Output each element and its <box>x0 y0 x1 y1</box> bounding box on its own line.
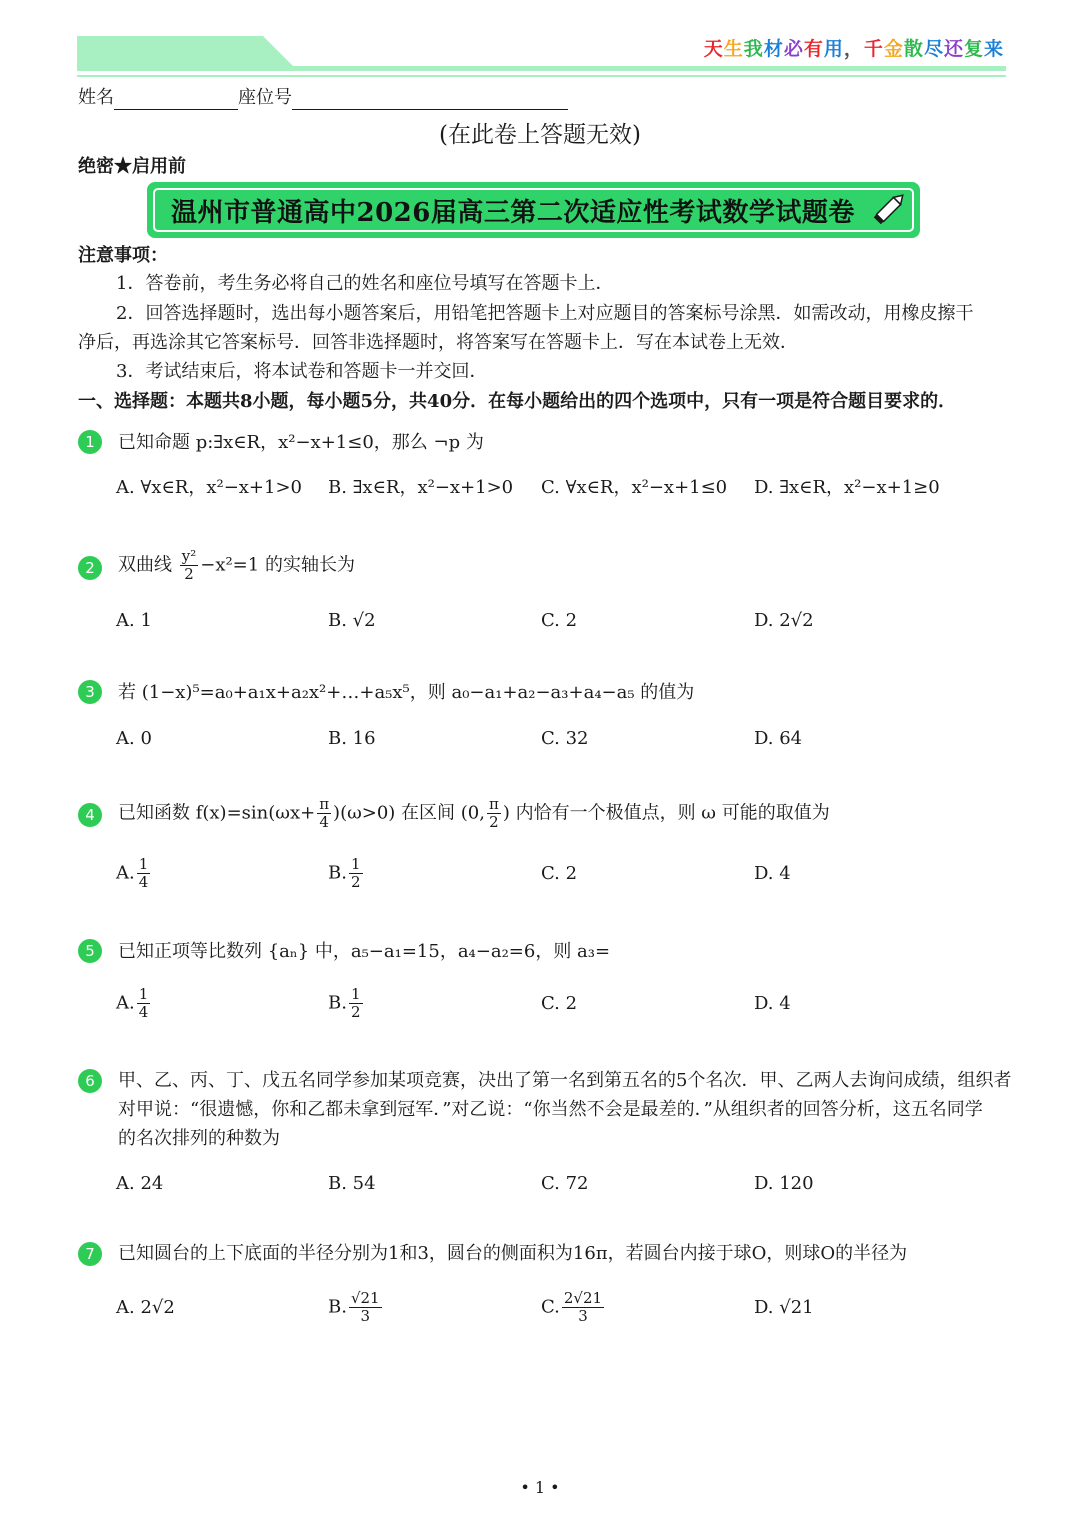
fraction: $\frac{\text{y²}}{2}$ <box>181 547 197 583</box>
exam-title: 温州市普通高中2026届高三第二次适应性考试数学试题卷 <box>171 198 855 228</box>
motto-char: 用 <box>823 38 844 60</box>
header-tab-decoration <box>77 36 297 70</box>
motto-char: 千 <box>863 38 884 60</box>
invalid-note: (在此卷上答题无效) <box>439 122 641 148</box>
question-4-text: 已知函数 f(x)=sin(ωx+ $\frac{\pi}{4}$ )(ω>0) 在区间 (0, $\frac{\pi}{2}$ ) 内恰有一个极值点，则 ω 可能的取值为 <box>118 795 830 831</box>
q5-option-c: C. 2 <box>541 993 578 1014</box>
motto-char: 天 <box>703 38 724 60</box>
page-number: • 1 • <box>520 1478 560 1497</box>
header-motto <box>704 34 1004 61</box>
candidate-info <box>78 86 568 110</box>
q6-option-a: A. 24 <box>116 1173 164 1194</box>
motto-char: 还 <box>943 38 964 60</box>
header-rule-thin <box>77 75 1006 77</box>
pencil-icon <box>870 188 910 228</box>
q4-option-a: A. $\frac{1}{4}$ <box>116 855 149 891</box>
motto-char: 散 <box>903 38 924 60</box>
q7-option-d: D. √21 <box>754 1297 814 1318</box>
q5-option-b: B. $\frac{1}{2}$ <box>328 985 361 1021</box>
q6-option-d: D. 120 <box>754 1173 814 1194</box>
name-label: 姓名 <box>78 87 114 108</box>
q4-option-d: D. 4 <box>754 863 791 884</box>
question-7-text: 已知圆台的上下底面的半径分别为1和3，圆台的侧面积为16π，若圆台内接于球O，则球O的半径为 <box>118 1243 908 1264</box>
motto-char: 材 <box>763 38 784 60</box>
motto-char: 生 <box>723 38 744 60</box>
note-item-3: 3．考试结束后，将本试卷和答题卡一并交回． <box>116 361 488 382</box>
q3-option-a: A. 0 <box>116 728 152 749</box>
q1-option-b: B. ∃x∈R，x²−x+1>0 <box>328 477 514 498</box>
question-number-7: 7 <box>78 1242 102 1266</box>
motto-char: 尽 <box>923 38 944 60</box>
seat-label: 座位号 <box>238 87 292 108</box>
question-number-4: 4 <box>78 803 102 827</box>
question-number-1: 1 <box>78 430 102 454</box>
header-rule <box>77 66 1006 71</box>
q4-option-c: C. 2 <box>541 863 578 884</box>
q3-option-c: C. 32 <box>541 728 589 749</box>
q1-option-d: D. ∃x∈R，x²−x+1≥0 <box>754 477 940 498</box>
question-number-2: 2 <box>78 556 102 580</box>
question-number-6: 6 <box>78 1069 102 1093</box>
q3-option-b: B. 16 <box>328 728 376 749</box>
question-number-3: 3 <box>78 680 102 704</box>
q5-option-a: A. $\frac{1}{4}$ <box>116 985 149 1021</box>
section-1-heading: 一、选择题：本题共8小题，每小题5分，共40分．在每小题给出的四个选项中，只有一项是符合题目要求的． <box>78 391 957 412</box>
q1-option-c: C. ∀x∈R，x²−x+1≤0 <box>541 477 728 498</box>
motto-char: 必 <box>783 38 804 60</box>
question-6-line-2: 对甲说：“很遗憾，你和乙都未拿到冠军．”对乙说：“你当然不会是最差的．”从组织者的回答分析，这五名同学 <box>118 1099 983 1120</box>
exam-title-banner <box>147 182 920 238</box>
q2-option-b: B. √2 <box>328 610 376 631</box>
q1-option-a: A. ∀x∈R，x²−x+1>0 <box>116 477 303 498</box>
q7-option-c: C. $\frac{2√21}{3}$ <box>541 1289 603 1325</box>
secret-mark: 绝密★启用前 <box>78 156 186 177</box>
q2-option-d: D. 2√2 <box>754 610 814 631</box>
q2-option-a: A. 1 <box>116 610 152 631</box>
note-item-1: 1．答卷前，考生务必将自己的姓名和座位号填写在答题卡上． <box>116 273 614 294</box>
q6-option-c: C. 72 <box>541 1173 589 1194</box>
q3-option-d: D. 64 <box>754 728 803 749</box>
q7-option-a: A. 2√2 <box>116 1297 175 1318</box>
q7-option-b: B. $\frac{√21}{3}$ <box>328 1289 380 1325</box>
motto-char: ， <box>843 38 864 60</box>
q6-option-b: B. 54 <box>328 1173 376 1194</box>
motto-char: 复 <box>963 38 984 60</box>
question-6-line-3: 的名次排列的种数为 <box>118 1128 280 1149</box>
motto-char: 我 <box>743 38 764 60</box>
motto-char: 有 <box>803 38 824 60</box>
note-item-2a: 2．回答选择题时，选出每小题答案后，用铅笔把答题卡上对应题目的答案标号涂黑．如需改动，用橡皮擦干 <box>116 303 974 324</box>
notes-heading: 注意事项： <box>78 245 168 266</box>
question-1-text: 已知命题 p:∃x∈R，x²−x+1≤0，那么 ¬p 为 <box>118 432 484 453</box>
note-item-2b: 净后，再选涂其它答案标号．回答非选择题时，将答案写在答题卡上．写在本试卷上无效． <box>78 332 798 353</box>
question-5-text: 已知正项等比数列 {aₙ} 中，a₅−a₁=15，a₄−a₂=6，则 a₃= <box>118 941 611 962</box>
seat-blank[interactable] <box>292 90 568 110</box>
question-number-5: 5 <box>78 939 102 963</box>
name-blank[interactable] <box>114 90 238 110</box>
q5-option-d: D. 4 <box>754 993 791 1014</box>
question-6-line-1: 甲、乙、丙、丁、戊五名同学参加某项竞赛，决出了第一名到第五名的5个名次．甲、乙两人去询问成绩，组织者 <box>118 1070 1012 1091</box>
question-2-text: 双曲线 $\frac{\text{y²}}{2}$ −x²=1 的实轴长为 <box>118 547 355 583</box>
motto-char: 来 <box>983 38 1004 60</box>
q2-option-c: C. 2 <box>541 610 578 631</box>
q4-option-b: B. $\frac{1}{2}$ <box>328 855 361 891</box>
question-3-text: 若 (1−x)⁵=a₀+a₁x+a₂x²+…+a₅x⁵，则 a₀−a₁+a₂−a₃+a₄−a₅ 的值为 <box>118 682 695 703</box>
motto-char: 金 <box>883 38 904 60</box>
